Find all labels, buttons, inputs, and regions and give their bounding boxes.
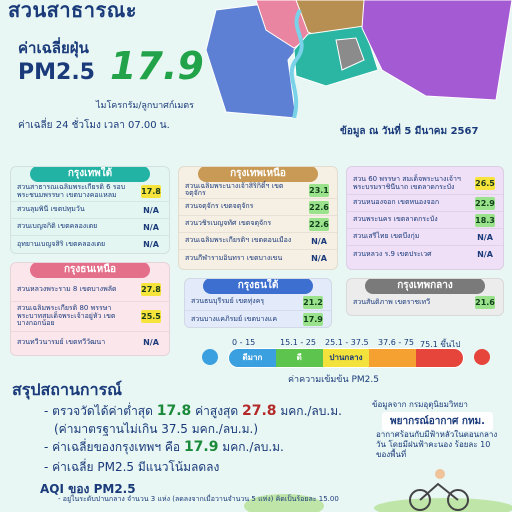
summary-line-2: (ค่ามาตรฐานไม่เกิน 37.5 มคก./ลบ.ม.) (54, 422, 259, 436)
pm-value: 21.2 (303, 298, 323, 307)
summary-line-1 (44, 402, 342, 421)
panel-bkk-central (346, 278, 504, 316)
scale-segment (323, 349, 370, 367)
list-item (179, 216, 337, 233)
pm-value: 22.9 (475, 199, 495, 208)
panel-title: กรุงเทพเหนือ (198, 166, 318, 182)
summary-min-value: 17.8 (156, 403, 192, 419)
list-item (11, 219, 169, 236)
pm-value: 17.9 (303, 315, 323, 324)
pm-unit: ไมโครกรัม/ลูกบาศก์เมตร (96, 101, 194, 111)
pm-value: N/A (143, 338, 159, 347)
pm-value: N/A (143, 206, 159, 215)
scale-label: ดี (296, 353, 302, 362)
pm-value: 17.8 (141, 187, 161, 196)
panel-title: กรุงเทพใต้ (30, 166, 150, 182)
summary-text: - ค่าเฉลี่ยของกรุงเทพฯ คือ (44, 440, 184, 454)
forecast-source: ข้อมูลจาก กรมอุตุนิยมวิทยา (372, 400, 468, 409)
panel-thon-south (184, 278, 332, 328)
scale-caption: ค่าความเข้มข้น PM2.5 (288, 375, 379, 385)
list-item (179, 199, 337, 216)
scale-label: ดีมาก (242, 353, 263, 362)
summary-text: มคก./ลบ.ม. (218, 440, 284, 454)
summary-text: ค่าสูงสุด (191, 404, 242, 418)
park-name: สวนพระนคร เขตลาดกระบัง (353, 215, 438, 224)
pm-value: 21.6 (475, 298, 495, 307)
pm-value: N/A (311, 237, 327, 246)
list-item (347, 173, 503, 195)
scale-tick: 0 - 15 (232, 338, 256, 347)
list-item (179, 182, 337, 199)
list-item (347, 212, 503, 229)
park-name: สวนจตุจักร เขตจตุจักร (185, 202, 254, 211)
park-name: สวนหลวง ร.9 เขตประเวศ (353, 249, 432, 258)
sad-face-icon (474, 349, 490, 365)
bangkok-map-graphic (196, 0, 512, 118)
park-name: สวนกีฬารามอินทรา เขตบางเขน (185, 253, 283, 262)
scale-segment (416, 349, 463, 367)
park-name: สวนธนบุรีรมย์ เขตทุ่งครุ (191, 297, 265, 306)
pm-value: 22.6 (309, 203, 329, 212)
panel-title: กรุงธนใต้ (203, 278, 313, 294)
park-illustration (244, 466, 512, 512)
aqi-title: AQI ของ PM2.5 (40, 482, 136, 496)
park-name: สวนเบญจกิติ เขตคลองเตย (17, 222, 98, 231)
list-item (179, 250, 337, 267)
pm-value: N/A (477, 250, 493, 259)
summary-avg-value: 17.9 (183, 439, 219, 455)
park-name: สวนทวีวนารมย์ เขตทวีวัฒนา (17, 338, 106, 347)
pm-value: 25.5 (141, 312, 161, 321)
aqi-line: - อยู่ในระดับปานกลาง จำนวน 3 แห่ง (ลดลงจากเมื่อวานจำนวน 5 แห่ง) คิดเป็นร้อยละ 15.00 (58, 495, 339, 503)
park-name: สวนเสรีไทย เขตบึงกุ่ม (353, 232, 420, 241)
pm-value: 18.3 (475, 216, 495, 225)
cyclist-illustration (244, 466, 512, 512)
list-item (11, 278, 169, 302)
district-map (196, 0, 512, 118)
list-item (11, 202, 169, 219)
pm-average-value: 17.9 (110, 44, 204, 88)
pm-value: N/A (311, 254, 327, 263)
panel-bkk-south (10, 166, 170, 254)
park-name: สวนสาธารณเฉลิมพระเกียรติ 6 รอบ พระชนมพรรษา เขตบางคอแหลม (17, 183, 126, 199)
list-item (11, 182, 169, 202)
summary-title: สรุปสถานการณ์ (12, 380, 122, 399)
list-item (347, 229, 503, 246)
park-name: สวนวชิรเบญจทัศ เขตจตุจักร (185, 219, 272, 228)
summary-text: มคก./ลบ.ม. (276, 404, 342, 418)
park-name: สวนหนองจอก เขตหนองจอก (353, 198, 440, 207)
scale-segment (369, 349, 416, 367)
park-name: อุทยานเบญจสิริ เขตคลองเตย (17, 239, 106, 248)
pm-scale-bar (228, 348, 464, 368)
list-item (11, 236, 169, 253)
panel-thon-north (10, 262, 170, 356)
scale-tick: 75.1 ขึ้นไป (420, 340, 461, 349)
list-item (347, 246, 503, 263)
pm-value: N/A (143, 223, 159, 232)
panel-bkk-east (346, 166, 504, 270)
pm-value: 23.1 (309, 186, 329, 195)
average-time: ค่าเฉลี่ย 24 ชั่วโมง เวลา 07.00 น. (18, 120, 170, 131)
pm-value: N/A (477, 233, 493, 242)
data-date: ข้อมูล ณ วันที่ 5 มีนาคม 2567 (340, 126, 479, 137)
summary-text: - ตรวจวัดได้ค่าต่ำสุด (44, 404, 157, 418)
list-item (11, 302, 169, 332)
list-item (347, 294, 503, 311)
pm-label: PM2.5 (18, 60, 95, 85)
scale-tick: 25.1 - 37.5 (325, 338, 369, 347)
park-name: สวนเฉลิมพระเกียรติฯ เขตดอนเมือง (185, 236, 292, 245)
list-item (179, 233, 337, 250)
scale-label: ปานกลาง (329, 353, 363, 362)
scale-segment (276, 349, 323, 367)
list-item (185, 311, 331, 328)
park-name: สวนหลวงพระราม 8 เขตบางพลัด (17, 284, 117, 293)
scale-tick: 37.6 - 75 (378, 338, 414, 347)
park-name: สวน 60 พรรษา สมเด็จพระนางเจ้าฯ พระบรมราชินีนาถ เขตลาดกระบัง (353, 175, 461, 191)
forecast-tag: พยากรณ์อากาศ กทม. (382, 412, 493, 431)
panel-title: กรุงธนเหนือ (30, 262, 150, 278)
pm-value: 26.5 (475, 179, 495, 188)
scale-tick: 15.1 - 25 (280, 338, 316, 347)
summary-line-3 (44, 438, 284, 457)
summary-line-4: - ค่าเฉลี่ย PM2.5 มีแนวโน้มลดลง (44, 460, 220, 474)
pm-value: 27.8 (141, 285, 161, 294)
summary-max-value: 27.8 (242, 403, 277, 419)
pm-label-thai: ค่าเฉลี่ยฝุ่น (18, 39, 89, 57)
panel-title: กรุงเทพกลาง (365, 278, 485, 294)
happy-face-icon (202, 349, 218, 365)
panel-bkk-north (178, 166, 338, 270)
list-item (11, 332, 169, 354)
park-name: สวนเฉลิมพระนางเจ้าสิริกิติ์ฯ เขตจตุจักร (185, 181, 284, 197)
list-item (185, 294, 331, 311)
park-name: สวนลุมพินี เขตปทุมวัน (17, 205, 85, 214)
pm-value: 22.6 (309, 220, 329, 229)
page-title: สวนสาธารณะ (8, 0, 138, 22)
park-name: สวนบางแคภิรมย์ เขตบางแค (191, 314, 277, 323)
park-name: สวนเฉลิมพระเกียรติ 80 พรรษา พระบาทสมเด็จพระเจ้าอยู่หัว เขตบางกอกน้อย (17, 304, 116, 328)
forecast-text: อากาศร้อนกับมีฟ้าหลัวในตอนกลางวัน โดยมีฝนฟ้าคะนอง ร้อยละ 10 ของพื้นที่ (376, 430, 498, 459)
scale-segment (229, 349, 276, 367)
park-name: สวนสันติภาพ เขตราชเทวี (353, 297, 431, 306)
list-item (347, 195, 503, 212)
pm-value: N/A (143, 240, 159, 249)
